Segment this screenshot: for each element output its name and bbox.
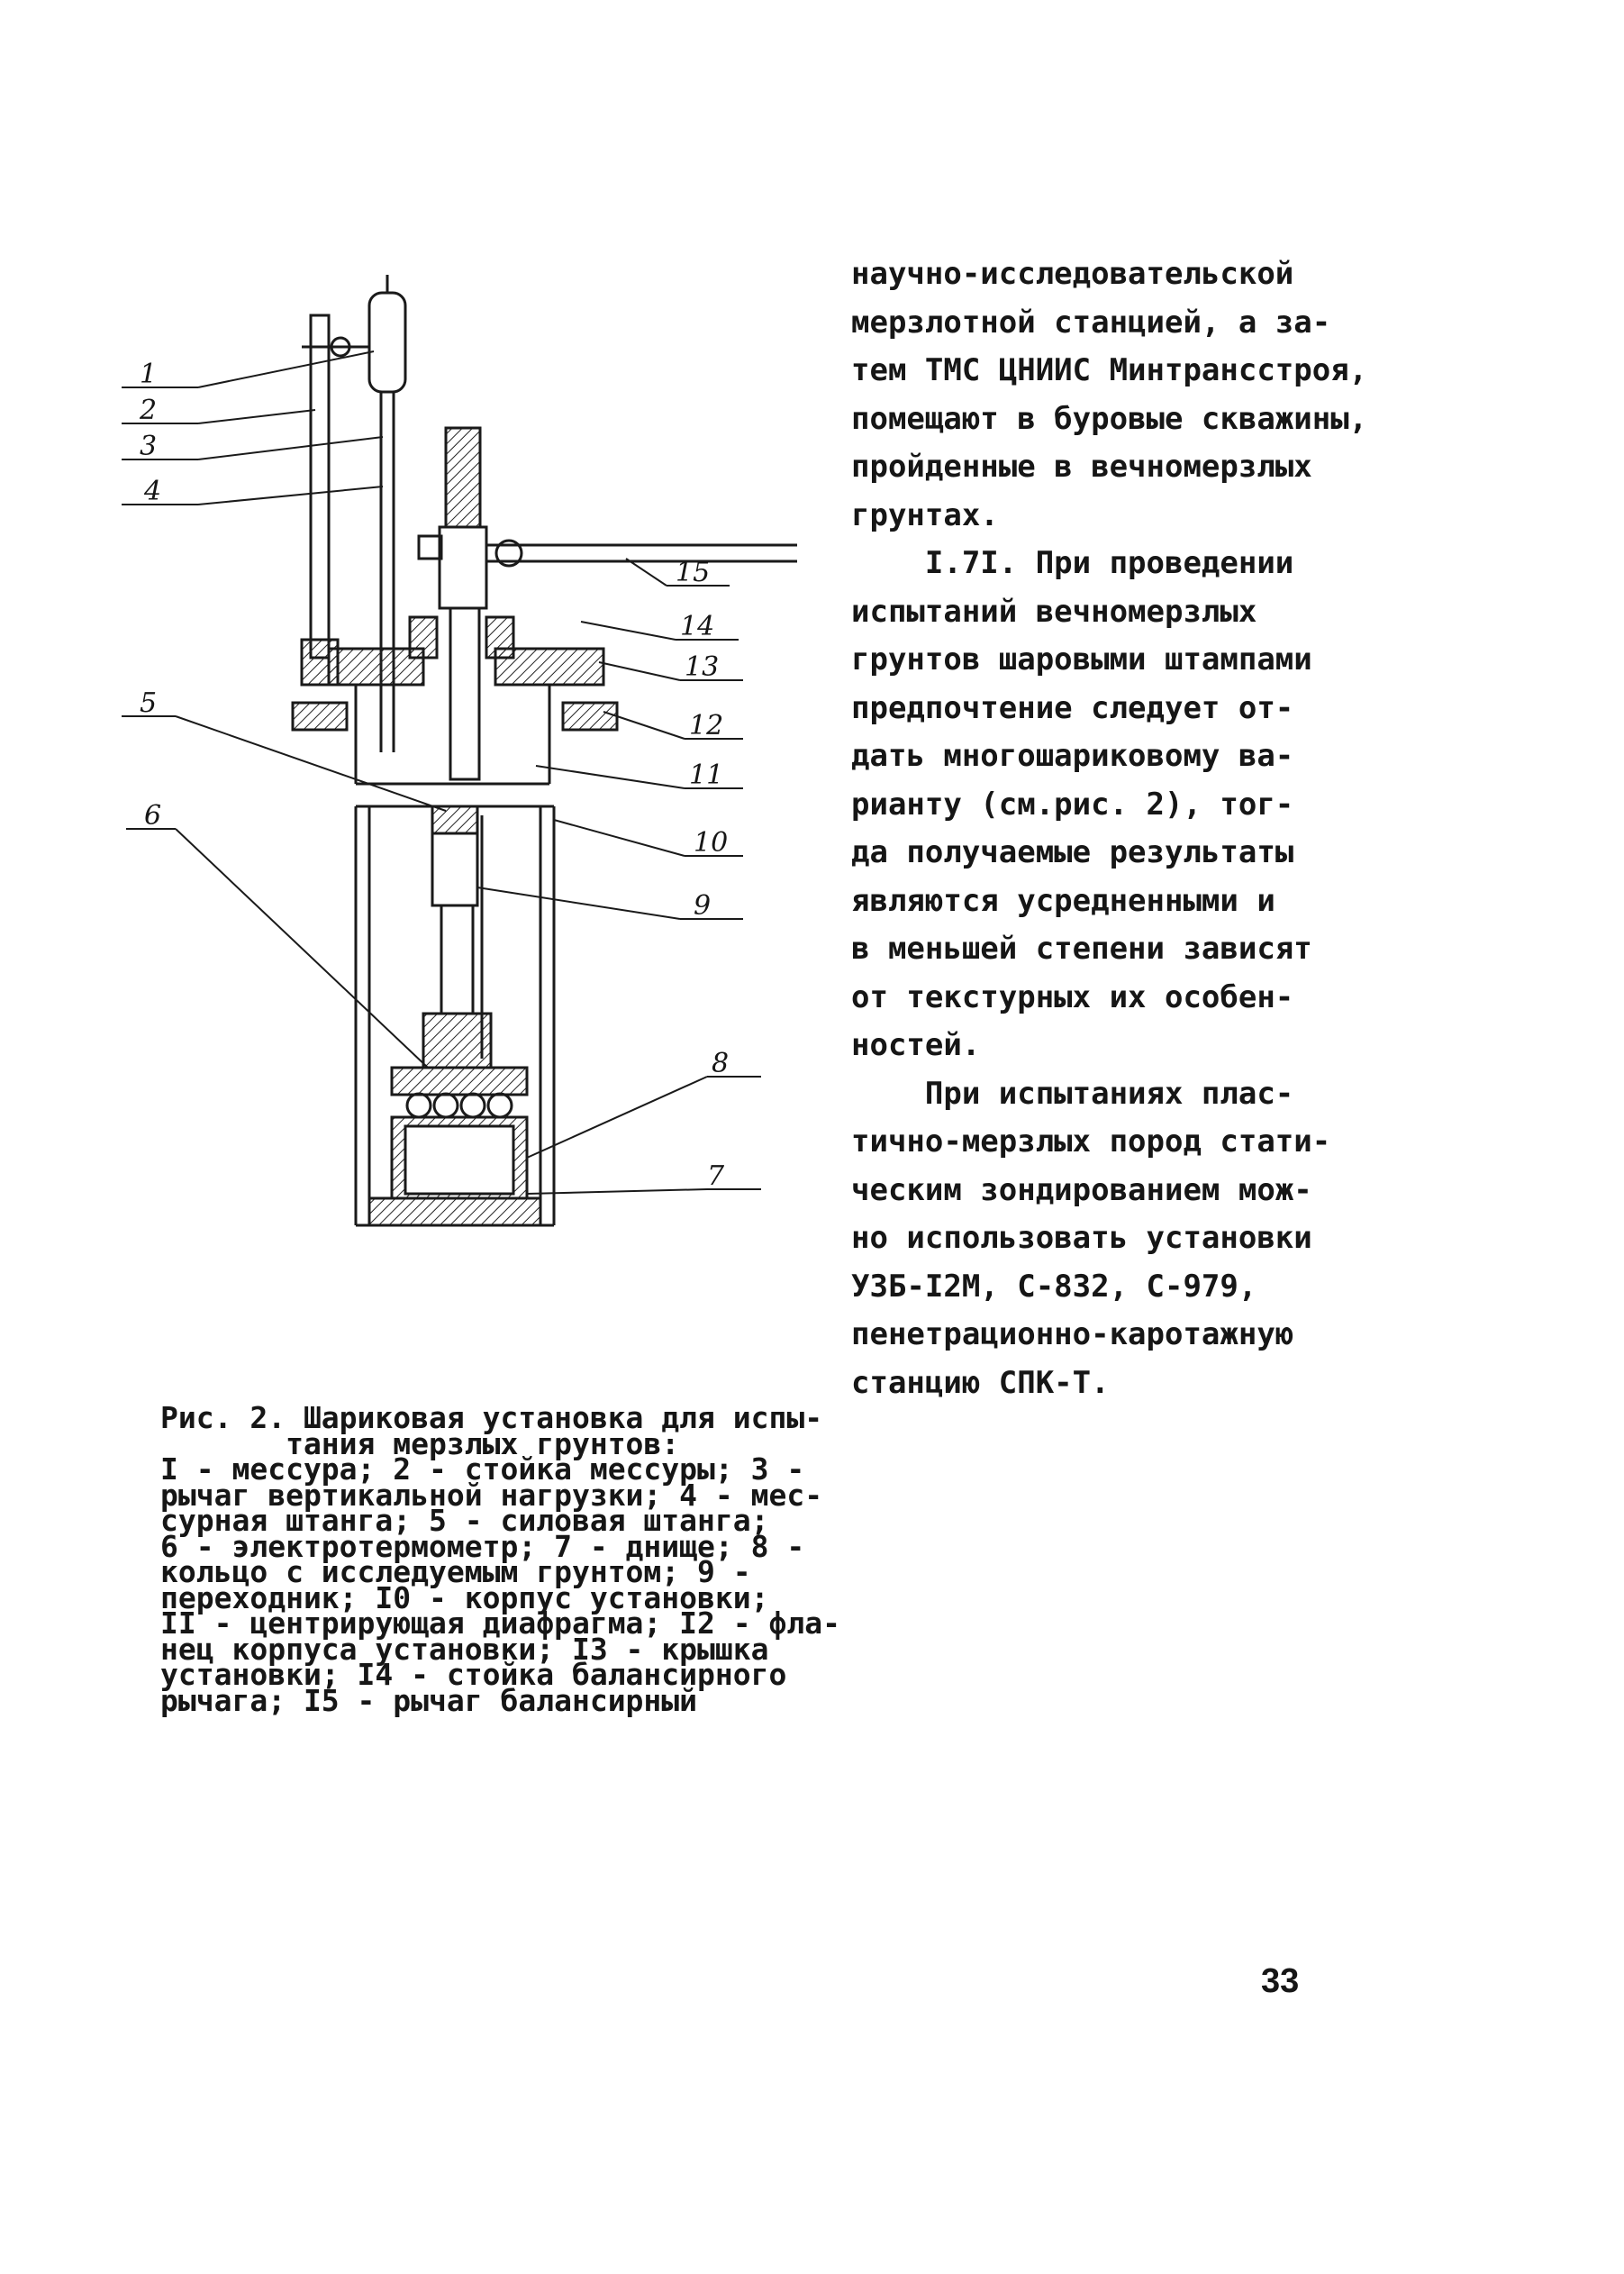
body-line: мерзлотной станцией, а за- (851, 304, 1331, 341)
callout-1: 1 (140, 359, 158, 390)
caption-line: рычаг вертикальной нагрузки; 4 - мес- (160, 1477, 823, 1513)
body-line: да получаемые результаты (851, 834, 1294, 870)
body-line: УЗБ-I2М, С-832, С-979, (851, 1268, 1257, 1305)
apparatus-drawing (140, 266, 806, 1374)
figure-caption (160, 1400, 854, 1718)
callout-15: 15 (676, 557, 711, 588)
caption-line: тания мерзлых грунтов: (160, 1425, 680, 1461)
caption-line: установки; I4 - стойка балансирного (160, 1657, 787, 1692)
body-line: I.7I. При проведении (851, 545, 1294, 581)
body-line: тем ТМС ЦНИИС Минтрансстроя, (851, 352, 1368, 388)
body-line: являются усредненными и (851, 882, 1275, 919)
apparatus-figure (140, 266, 806, 1374)
body-line: станцию СПК-Т. (851, 1364, 1110, 1401)
body-text (851, 250, 1392, 1407)
apparatus-outline (293, 275, 797, 1225)
body-line: пенетрационно-каротажную (851, 1316, 1294, 1352)
callout-7: 7 (707, 1160, 725, 1192)
callout-8: 8 (712, 1048, 730, 1079)
callout-6: 6 (144, 800, 162, 832)
callout-12: 12 (689, 710, 724, 741)
caption-line: кольцо с исследуемым грунтом; 9 - (160, 1554, 751, 1589)
callout-2: 2 (140, 395, 158, 426)
caption-line: II - центрирующая диафрагма; I2 - фла- (160, 1605, 840, 1641)
callout-5: 5 (140, 687, 158, 719)
body-line: но использовать установки (851, 1220, 1312, 1256)
body-line: рианту (см.рис. 2), тог- (851, 786, 1294, 823)
caption-line: 6 - электротермометр; 7 - днище; 8 - (160, 1528, 805, 1564)
body-line: грунтах. (851, 496, 999, 533)
body-line: в меньшей степени зависят (851, 931, 1312, 967)
caption-line: переходник; I0 - корпус установки; (160, 1579, 769, 1615)
callout-10: 10 (694, 827, 729, 859)
body-line: При испытаниях плас- (851, 1075, 1294, 1112)
caption-line: I - мессура; 2 - стойка мессуры; 3 - (160, 1451, 805, 1487)
body-line: дать многошариковому ва- (851, 738, 1294, 774)
callout-3: 3 (140, 431, 158, 462)
callout-9: 9 (694, 890, 712, 922)
body-line: ностей. (851, 1027, 981, 1063)
body-line: от текстурных их особен- (851, 978, 1294, 1015)
caption-line: сурная штанга; 5 - силовая штанга; (160, 1503, 769, 1538)
body-line: испытаний вечномерзлых (851, 593, 1257, 630)
body-line: научно-исследовательской (851, 256, 1294, 292)
body-line: грунтов шаровыми штампами (851, 641, 1312, 678)
page-number: 33 (1261, 1962, 1300, 2000)
body-line: помещают в буровые скважины, (851, 400, 1368, 437)
callout-11: 11 (689, 760, 724, 791)
body-line: предпочтение следует от- (851, 689, 1294, 726)
callout-14: 14 (680, 611, 715, 642)
caption-line: нец корпуса установки; I3 - крышка (160, 1631, 769, 1667)
body-line: тично-мерзлых пород стати- (851, 1123, 1331, 1160)
callout-4: 4 (144, 476, 162, 507)
callout-13: 13 (685, 651, 720, 683)
body-line: пройденные в вечномерзлых (851, 449, 1312, 485)
caption-line: рычага; I5 - рычаг балансирный (160, 1682, 698, 1718)
caption-line: Рис. 2. Шариковая установка для испы- (160, 1400, 823, 1435)
body-line: ческим зондированием мож- (851, 1171, 1312, 1208)
